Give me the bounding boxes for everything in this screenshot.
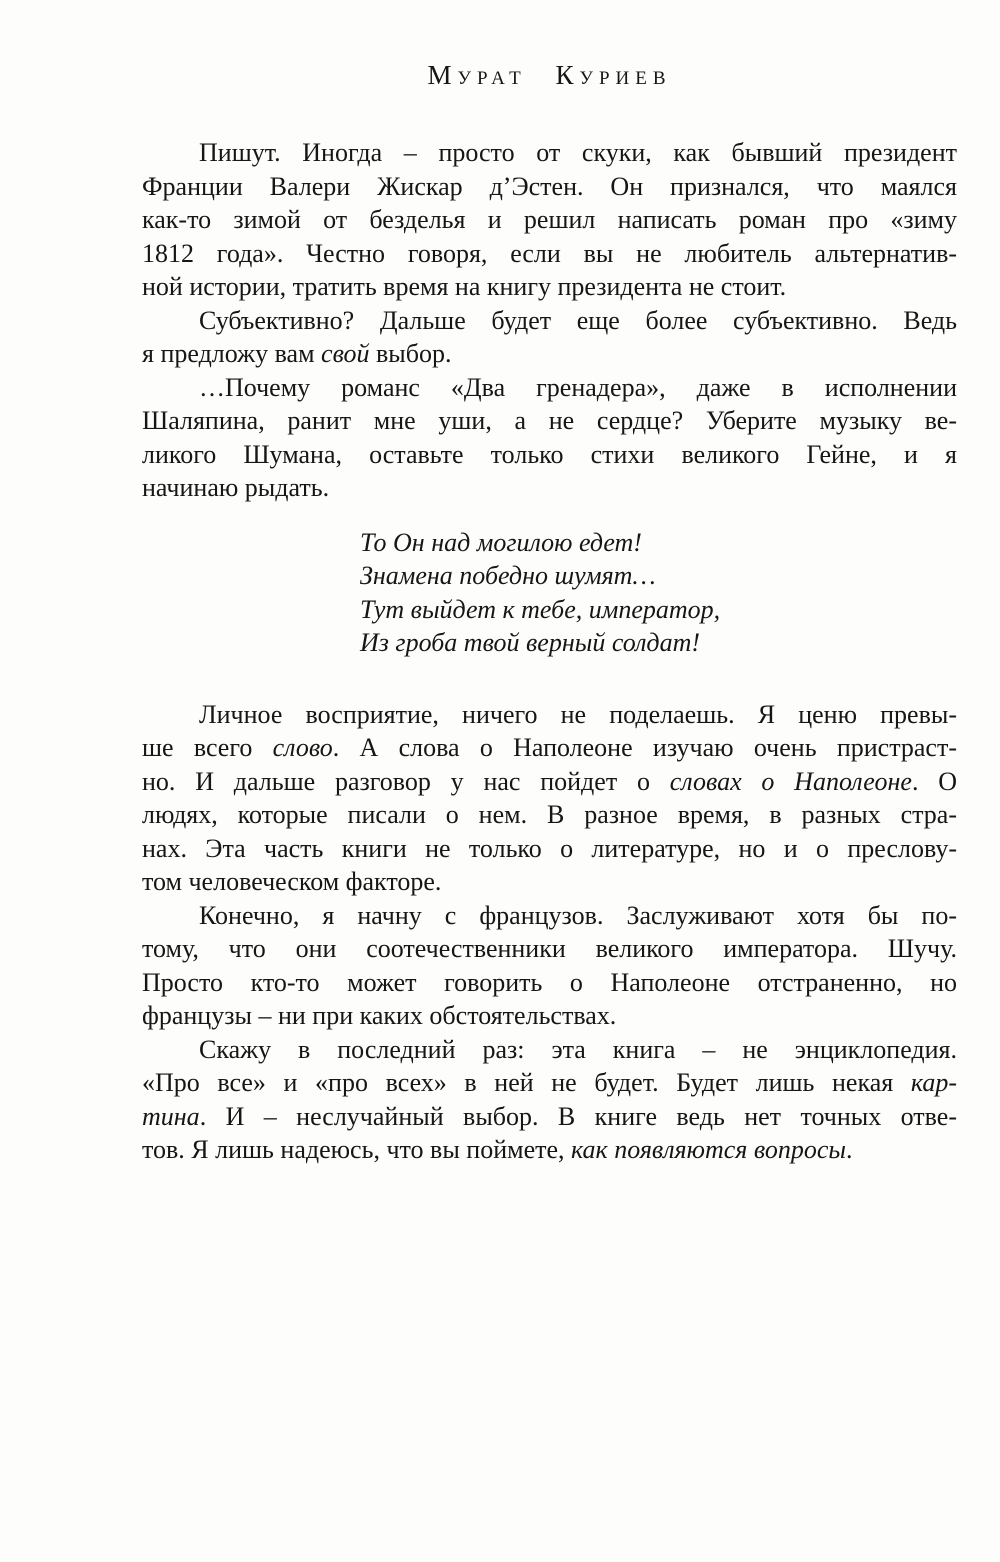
text-line	[142, 304, 957, 338]
text-line	[142, 404, 957, 438]
body-text: . И – неслучайный выбор. В книге ведь нет точных отве-	[199, 1101, 957, 1131]
text-line	[142, 698, 957, 732]
body-text: ше всего	[142, 733, 273, 762]
body-text: Франции Валери Жискар д’Эстен. Он признался, что маялся	[142, 171, 957, 201]
body-text: ной истории, тратить время на книгу президента не стоит.	[142, 272, 787, 301]
text-line	[142, 170, 957, 204]
emphasis-text: словах о Наполеоне	[669, 766, 912, 796]
paragraph-3	[142, 371, 957, 505]
verse-line	[360, 593, 957, 627]
body-text: но. И дальше разговор у нас пойдет о	[142, 766, 670, 796]
verse-line	[360, 626, 957, 660]
text-line	[142, 371, 957, 405]
body-text: я предложу вам	[142, 339, 322, 368]
body-text: тому, что они соотечественники великого императора. Шучу.	[142, 934, 957, 963]
text-line	[142, 999, 957, 1033]
body-text: людях, которые писали о нем. В разное время, в разных стра-	[142, 800, 957, 829]
text-line	[142, 865, 957, 899]
body-text: выбор.	[369, 339, 452, 368]
emphasis-text: кар-	[910, 1068, 957, 1097]
text-line	[142, 136, 957, 170]
body-text: Просто кто-то может говорить о Наполеоне отстраненно, но	[142, 967, 957, 997]
emphasis-text: как появляются вопросы	[571, 1135, 846, 1164]
text-line	[142, 1033, 957, 1067]
paragraph-2	[142, 304, 957, 371]
body-text: Пишут. Иногда – просто от скуки, как бывший президент	[199, 138, 957, 167]
body-text: начинаю рыдать.	[142, 473, 330, 502]
emphasis-text: Знамена победно шумят…	[360, 561, 656, 590]
emphasis-text: Из гроба твой верный солдат!	[360, 628, 701, 657]
body-text: Шаляпина, ранит мне уши, а не сердце? Уберите музыку ве-	[142, 406, 957, 435]
body-text: Конечно, я начну с французов. Заслуживают хотя бы по-	[199, 900, 957, 930]
text-line	[142, 237, 957, 271]
body-text: нах. Эта часть книги не только о литературе, но и о преслову-	[142, 833, 957, 863]
body-text: . О	[911, 766, 958, 796]
body-text: тов. Я лишь надеюсь, что вы поймете,	[142, 1135, 572, 1164]
text-line	[142, 270, 957, 304]
body-text: 1812 года». Честно говоря, если вы не любитель альтернатив-	[142, 238, 957, 268]
verse-line	[360, 526, 957, 560]
text-line	[142, 731, 957, 765]
emphasis-text: То Он над могилою едет!	[360, 527, 642, 557]
body-text: французы – ни при каких обстоятельствах.	[142, 1001, 617, 1030]
text-line	[142, 899, 957, 933]
body-text: как-то зимой от безделья и решил написать роман про «зиму	[142, 205, 957, 234]
body-text: . А слова о Наполеоне изучаю очень пристраст-	[332, 733, 957, 762]
body-text: .	[845, 1135, 853, 1164]
text-block	[142, 136, 957, 1167]
text-line	[142, 966, 957, 1000]
emphasis-text: тина	[142, 1101, 200, 1131]
emphasis-text: Тут выйдет к тебе, император,	[360, 594, 721, 624]
text-line	[142, 337, 957, 371]
text-line	[142, 798, 957, 832]
body-text: Субъективно? Дальше будет еще более субъективно. Ведь	[199, 305, 957, 335]
paragraph-7	[142, 1033, 957, 1167]
verse-quote	[360, 526, 957, 660]
body-text: том человеческом факторе.	[142, 867, 442, 896]
text-line	[142, 1100, 957, 1134]
body-text: Личное восприятие, ничего не поделаешь. Я ценю превы-	[199, 699, 957, 729]
verse-line	[360, 559, 957, 593]
body-text: «Про все» и «про всех» в ней не будет. Будет лишь некая	[142, 1068, 911, 1097]
text-line	[142, 832, 957, 866]
body-text: Скажу в последний раз: эта книга – не энциклопедия.	[199, 1034, 957, 1064]
emphasis-text: свой	[321, 339, 370, 368]
paragraph-5	[142, 698, 957, 899]
emphasis-text: слово	[272, 733, 333, 762]
paragraph-1	[142, 136, 957, 304]
text-line	[142, 203, 957, 237]
text-line	[142, 471, 957, 505]
body-text: …Почему романс «Два гренадера», даже в исполнении	[199, 372, 957, 402]
running-head-author: Мурат Куриев	[427, 60, 672, 90]
text-line	[142, 932, 957, 966]
body-text: ликого Шумана, оставьте только стихи великого Гейне, и я	[142, 439, 957, 469]
text-line	[142, 1133, 957, 1167]
paragraph-6	[142, 899, 957, 1033]
text-line	[142, 438, 957, 472]
text-line	[142, 1066, 957, 1100]
text-line	[142, 765, 957, 799]
